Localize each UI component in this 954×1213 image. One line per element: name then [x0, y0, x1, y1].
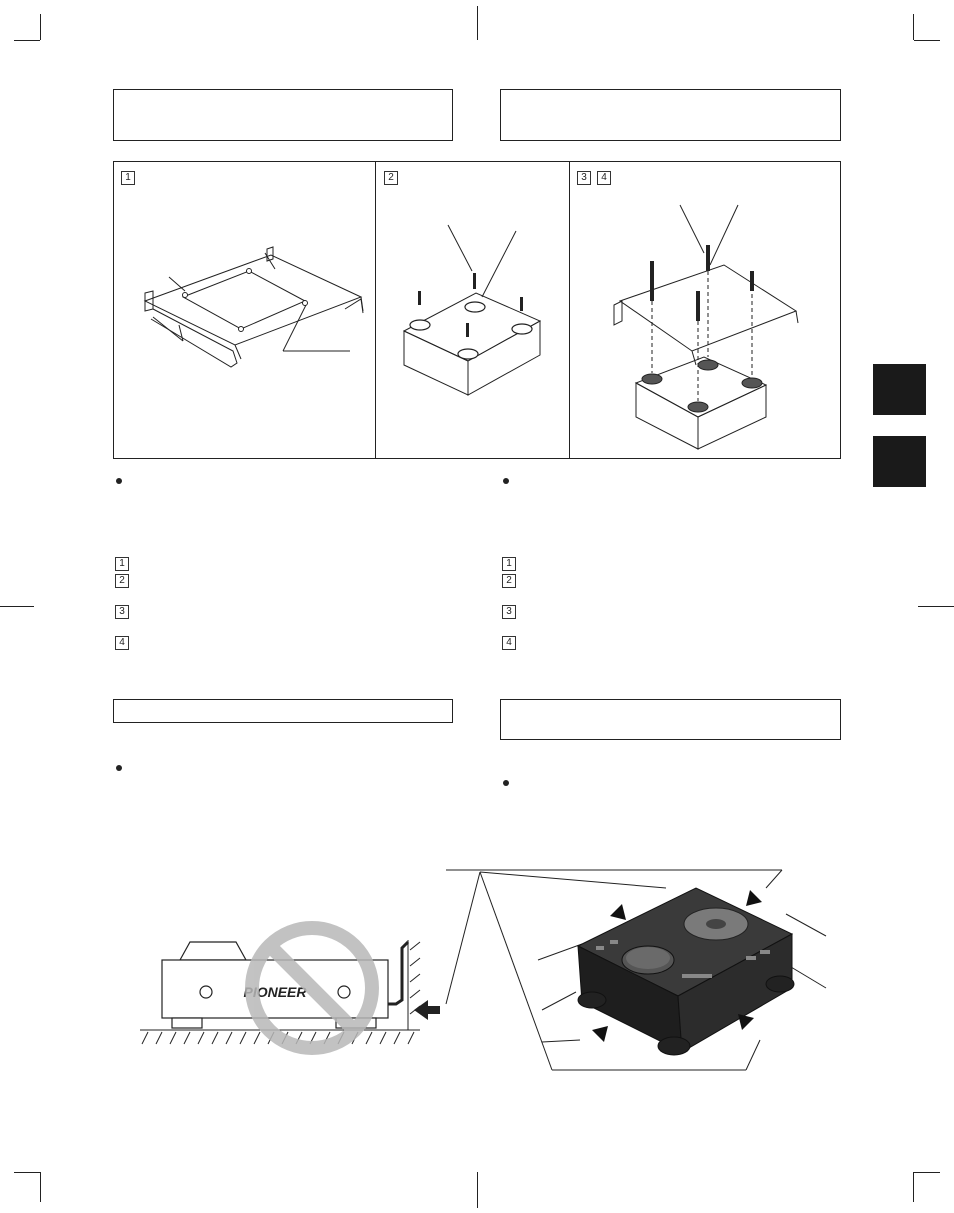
bullet: [116, 478, 122, 484]
crop-mark: [0, 606, 34, 607]
brand-logo: PIONEER: [243, 984, 307, 1000]
step-number: 2: [502, 574, 516, 588]
section-header-box-left: [113, 89, 453, 141]
step-number: 2: [115, 574, 129, 588]
crop-mark: [914, 1172, 940, 1173]
crop-mark: [918, 606, 954, 607]
step-number: 3: [502, 605, 516, 619]
crop-mark: [913, 1172, 914, 1202]
step-number: 3: [115, 605, 129, 619]
section-header-box-left-lower: [113, 699, 453, 723]
bullet: [116, 765, 122, 771]
step-number: 1: [502, 557, 516, 571]
crop-mark: [40, 1172, 41, 1202]
step-number: 1: [121, 171, 135, 185]
section-header-box-right: [500, 89, 841, 141]
crop-mark: [477, 1172, 478, 1208]
step-number: 1: [115, 557, 129, 571]
step-number: 4: [502, 636, 516, 650]
step-number: 2: [384, 171, 398, 185]
crop-mark: [14, 40, 40, 41]
feet-removal-illustration: [376, 161, 569, 459]
crop-mark: [913, 14, 914, 40]
crop-mark: [477, 6, 478, 40]
rack-mount-illustration: [570, 161, 840, 459]
step-number: 3: [577, 171, 591, 185]
language-tab: [873, 436, 926, 487]
section-header-box-right-lower: [500, 699, 841, 740]
mounting-plate-illustration: [113, 161, 375, 459]
unit-ventilation-illustration: [446, 864, 824, 1074]
crop-mark: [914, 40, 940, 41]
bullet: [503, 780, 509, 786]
bullet: [503, 478, 509, 484]
crop-mark: [14, 1172, 40, 1173]
crop-mark: [40, 14, 41, 40]
language-tab: [873, 364, 926, 415]
prohibited-placement-illustration: [140, 920, 440, 1060]
step-number: 4: [115, 636, 129, 650]
step-number: 4: [597, 171, 611, 185]
